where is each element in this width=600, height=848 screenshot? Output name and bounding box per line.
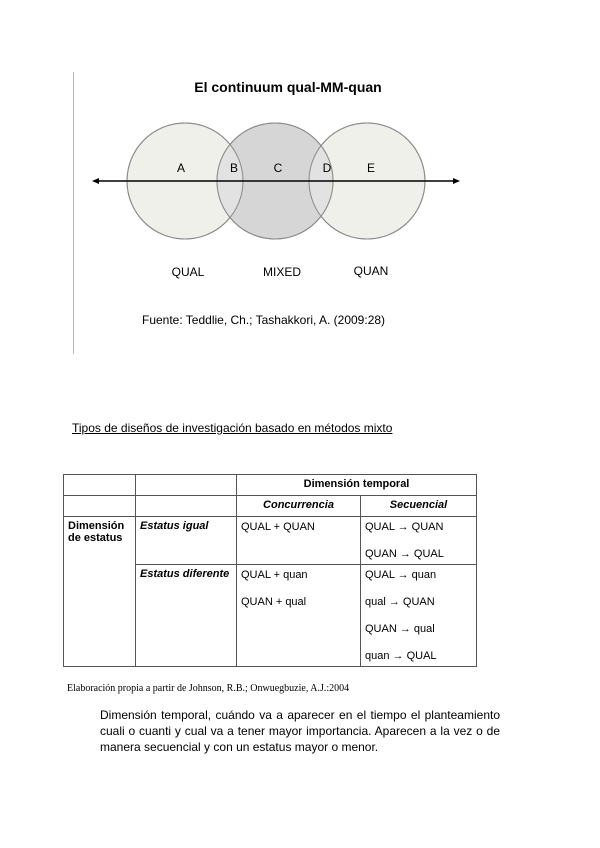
header-sequential: Secuencial [361, 496, 477, 517]
table-row [64, 517, 477, 565]
category-label: QUAL [171, 265, 205, 279]
continuum-figure [80, 70, 480, 340]
status-equal: Estatus igual [136, 517, 237, 565]
table-row [64, 496, 477, 517]
mixed-design-table [63, 474, 477, 667]
body-paragraph: Dimensión temporal, cuándo va a aparecer en el tiempo el planteamiento cuali o cuanti y cual va a tener mayor importancia. Aparecen a la vez o de manera secuencial y con un estatus mayor o menor. [100, 708, 500, 754]
design-entry: qual → QUAN [365, 596, 435, 608]
region-label: E [366, 161, 376, 175]
section-title: Tipos de diseños de investigación basado en métodos mixto [72, 421, 393, 435]
design-entry: QUAL → quan [365, 569, 437, 581]
design-entry: quan → QUAL [365, 650, 437, 662]
design-entry: QUAN → QUAL [365, 548, 444, 560]
design-entry: QUAN + qual [241, 596, 307, 608]
figure-left-rule [73, 72, 74, 354]
design-entry: QUAL → QUAN [365, 521, 444, 533]
row-header-status: Dimensión de estatus [64, 517, 136, 667]
header-temporal-dimension: Dimensión temporal [237, 475, 477, 496]
category-label: MIXED [262, 265, 302, 279]
table-credit: Elaboración propia a partir de Johnson, R.B.; Onwuegbuzie, A.J.:2004 [67, 683, 350, 694]
figure-source: Fuente: Teddlie, Ch.; Tashakkori, A. (2009:28) [142, 313, 386, 327]
cell-different-concurrent [237, 565, 361, 667]
design-entry: QUAL + QUAN [241, 521, 315, 533]
figure-title: El continuum qual-MM-quan [194, 79, 382, 95]
header-concurrent: Concurrencia [237, 496, 361, 517]
axis-left-arrow [92, 178, 99, 184]
region-label: D [322, 161, 332, 175]
category-label: QUAN [353, 264, 389, 278]
region-label: C [273, 161, 283, 175]
design-entry: QUAL + quan [241, 569, 308, 581]
cell-different-sequential [361, 565, 477, 667]
region-label: A [176, 161, 186, 175]
cell-equal-sequential [361, 517, 477, 565]
table-row [64, 475, 477, 496]
cell-equal-concurrent [237, 517, 361, 565]
status-different: Estatus diferente [136, 565, 237, 667]
axis-right-arrow [453, 178, 460, 184]
region-label: B [229, 161, 239, 175]
design-entry: QUAN → qual [365, 623, 435, 635]
